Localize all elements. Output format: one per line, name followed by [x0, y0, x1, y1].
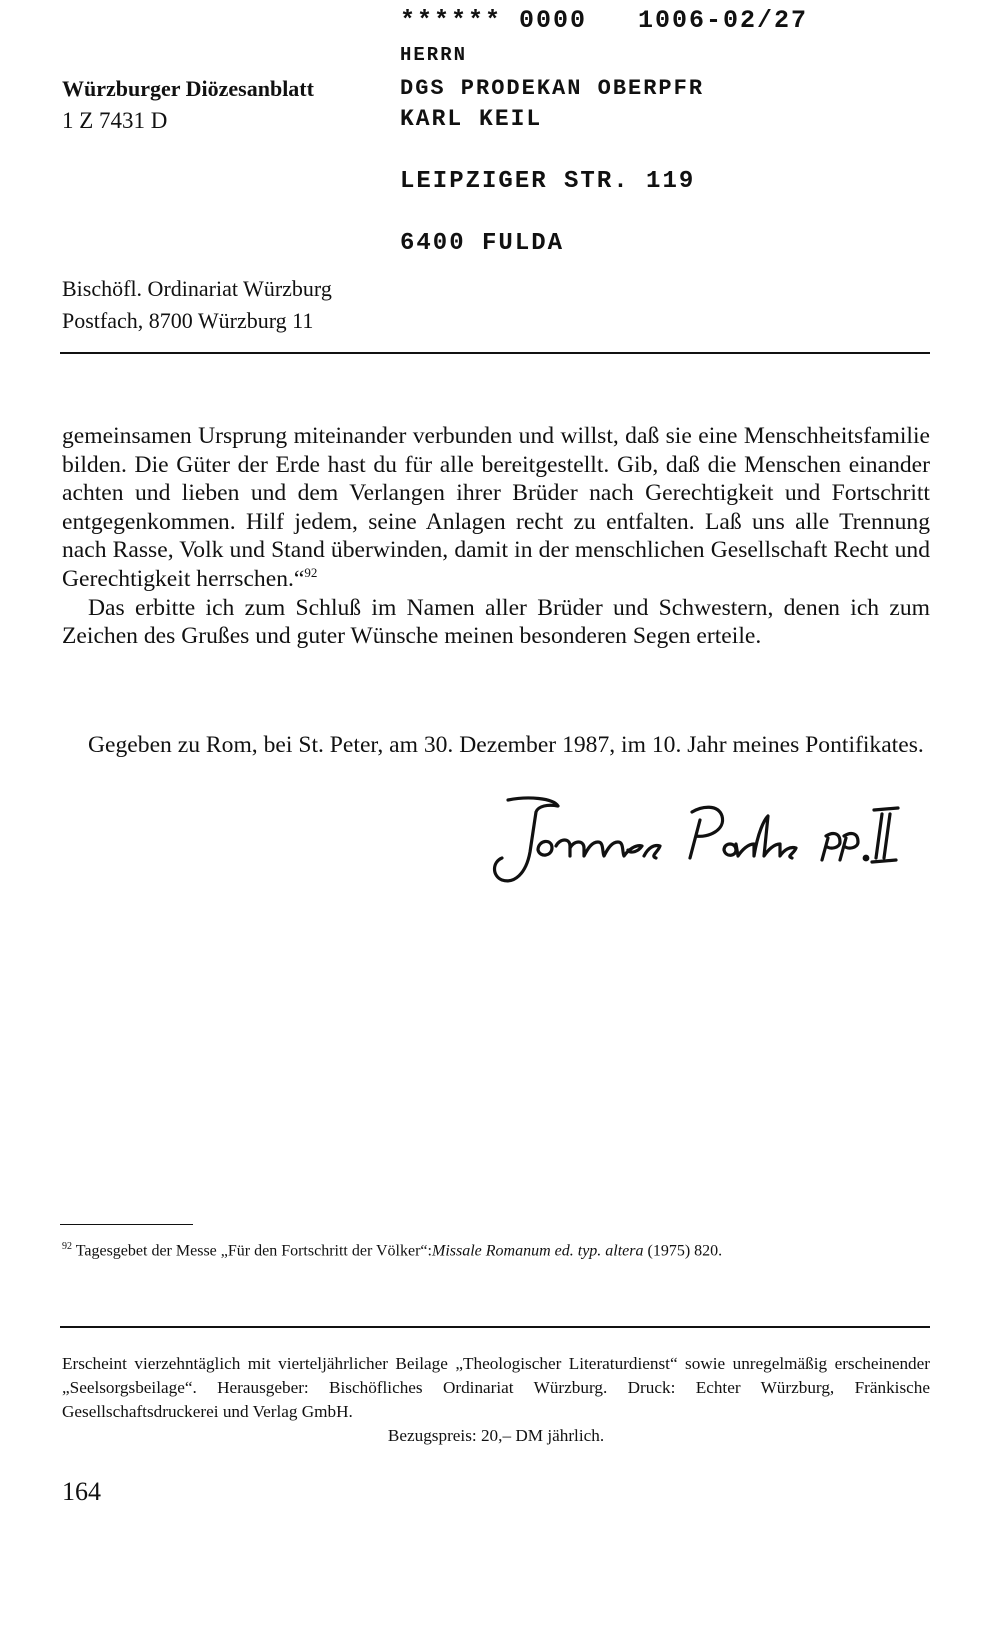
footnote-number: 92	[62, 1241, 72, 1252]
footnote	[62, 1237, 930, 1261]
paragraph-1-text: gemeinsamen Ursprung miteinander verbunden und willst, daß sie eine Menschheitsfamilie bilden. Die Güter der Erde hast du für alle bereitgestellt. Gib, daß die Menschen einander achten und lieben und dem Verlangen ihrer Brüder nach Gerechtigkeit und Fortschritt entgegenkommen. Hilf jedem, seine Anlagen recht zu entfalten. Laß uns alle Trennung nach Rasse, Volk und Stand überwinden, damit in der menschlichen Gesellschaft Recht und Gerechtigkeit herrschen.“	[62, 423, 930, 592]
footnote-text: Tagesgebet der Messe „Für den Fortschritt der Völker“:	[75, 1242, 432, 1260]
dated-text: Gegeben zu Rom, bei St. Peter, am 30. Dezember 1987, im 10. Jahr meines Pontifikates.	[88, 732, 924, 758]
sender-line-1: Bischöfl. Ordinariat Würzburg	[62, 276, 332, 301]
paragraph-1	[62, 422, 930, 594]
colophon-text: Erscheint vierzehntäglich mit vierteljährlicher Beilage „Theologischer Literaturdienst“ sowie unregelmäßig erscheinender „Seelsorgsbeilage“. Herausgeber: Bischöfliches Ordinariat Würzburg. Druck: Echter Würzburg, Fränkische Gesellschaftsdruckerei und Verlag GmbH.	[62, 1354, 930, 1421]
address-label-line-1: HERRN	[400, 44, 468, 66]
publication-title: Würzburger Diözesanblatt	[62, 76, 314, 101]
colophon-price: Bezugspreis: 20,– DM jährlich.	[387, 1426, 605, 1445]
header-divider	[60, 352, 930, 354]
signature-image	[478, 792, 938, 892]
address-label-line-4: LEIPZIGER STR. 119	[400, 168, 696, 195]
dated-line	[62, 731, 930, 760]
footnote-italic: Missale Romanum ed. typ. altera	[431, 1242, 644, 1260]
address-label-line-2: DGS PRODEKAN OBERPFR	[400, 76, 705, 101]
colophon	[62, 1352, 930, 1448]
footnote-ref: 92	[304, 565, 318, 581]
body-text	[62, 422, 930, 651]
footnote-divider	[60, 1224, 193, 1225]
paragraph-2: Das erbitte ich zum Schluß im Namen aller Brüder und Schwestern, denen ich zum Zeichen des Grußes und guter Wünsche meinen besonderen Segen erteile.	[62, 594, 930, 650]
address-label-line-0: ****** 0000 1006-02/27	[400, 6, 809, 35]
page-number: 164	[62, 1477, 101, 1506]
address-label-line-5: 6400 FULDA	[400, 230, 565, 257]
publication-code: 1 Z 7431 D	[62, 108, 168, 133]
colophon-divider	[60, 1326, 930, 1328]
address-label-line-3: KARL KEIL	[400, 106, 543, 132]
footnote-text-after: (1975) 820.	[647, 1242, 723, 1260]
sender-line-2: Postfach, 8700 Würzburg 11	[62, 308, 314, 333]
